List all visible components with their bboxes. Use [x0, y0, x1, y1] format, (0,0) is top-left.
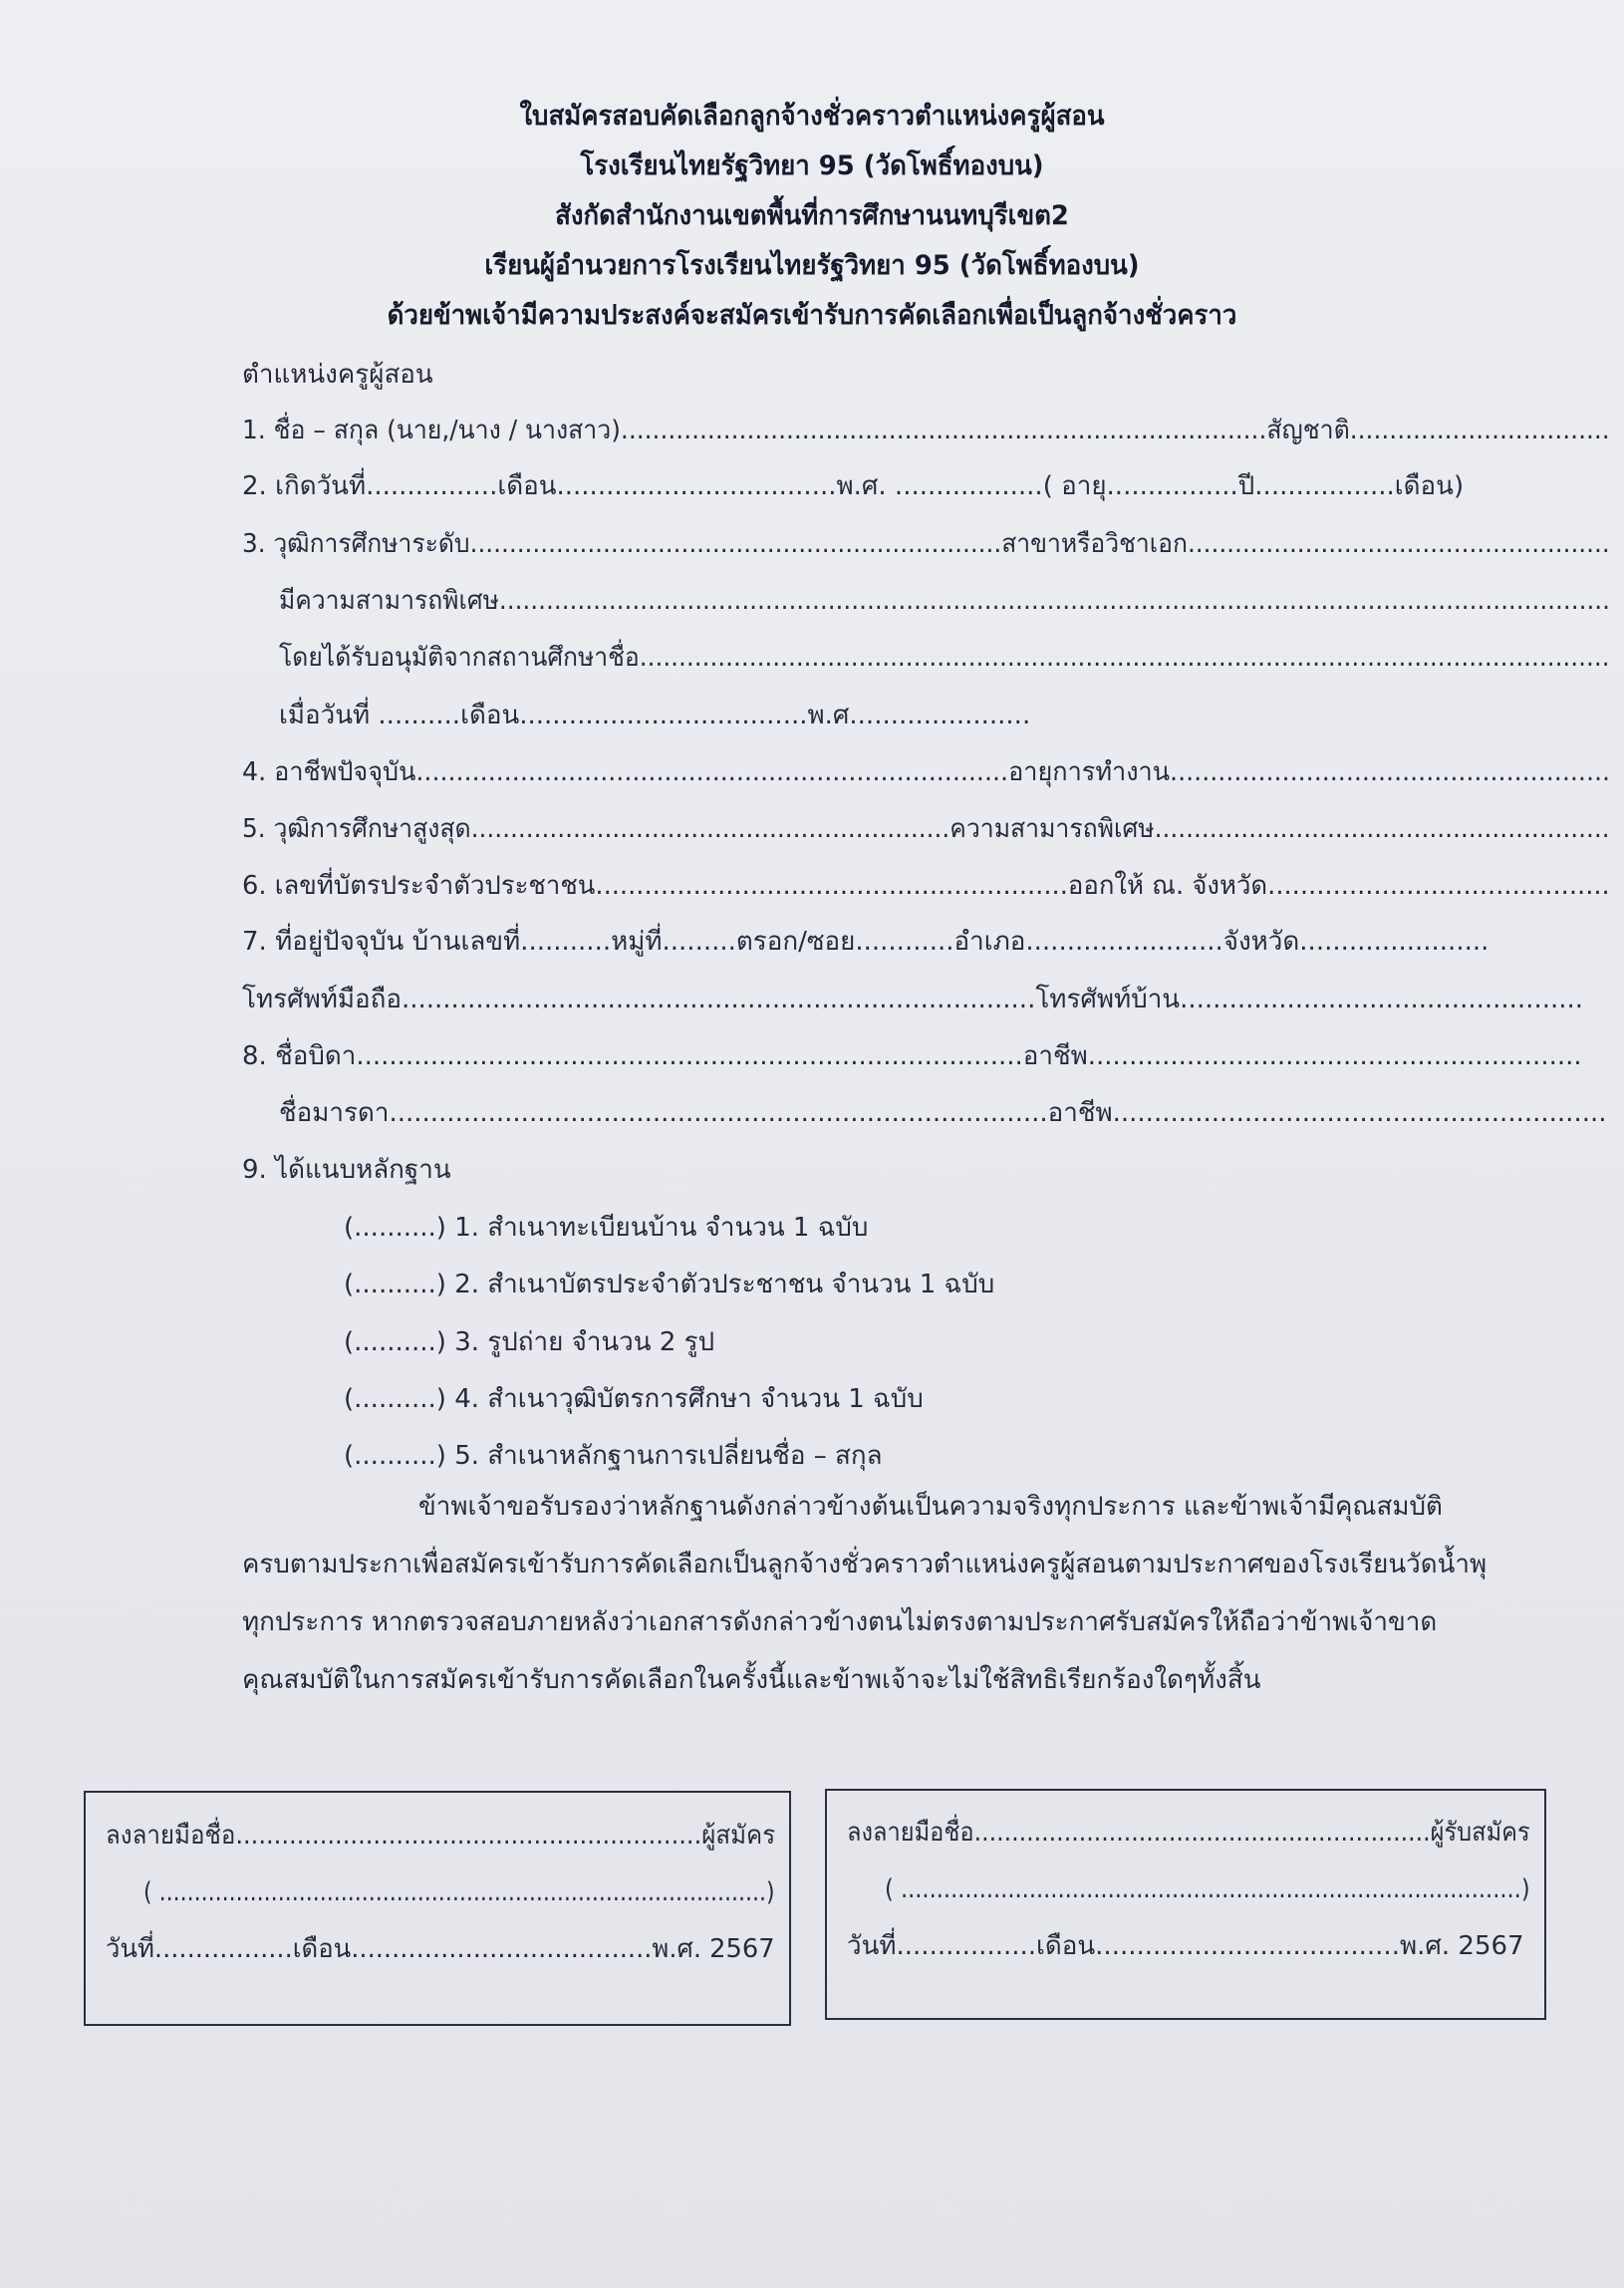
addressee-line: เรียนผู้อำนวยการโรงเรียนไทยรัฐวิทยา 95 (วัดโพธิ์ทองบน): [484, 250, 1140, 281]
applicant-printed-name: ( .......................................................................................): [143, 1877, 775, 1907]
position-label: ตำแหน่งครูผู้สอน: [242, 360, 433, 390]
receiver-signature-box: [825, 1789, 1546, 2020]
declaration-line: คุณสมบัติในการสมัครเข้ารับการคัดเลือกในครั้งนี้และข้าพเจ้าจะไม่ใช้สิทธิเรียกร้องใดๆทั้งสิ้น: [242, 1665, 1261, 1695]
field-occupation: 4. อาชีพปัจจุบัน..........................................................................อายุการทำงาน.......................................................: [242, 757, 1611, 787]
field-birthdate-age: 2. เกิดวันที่................เดือน..................................พ.ศ. ..................( อายุ................ปี.................เดือน): [242, 471, 1465, 501]
field-special-ability: มีความสามารถพิเศษ..............................................................................................................................................: [279, 586, 1611, 616]
declaration-line: ข้าพเจ้าขอรับรองว่าหลักฐานดังกล่าวข้างต้นเป็นความจริงทุกประการ และข้าพเจ้ามีคุณสมบัติ: [418, 1492, 1443, 1522]
form-title: ใบสมัครสอบคัดเลือกลูกจ้างชั่วคราวตำแหน่งครูผู้สอน: [519, 101, 1105, 132]
receiver-printed-name: ( .......................................................................................): [885, 1874, 1530, 1904]
field-name-nationality: 1. ชื่อ – สกุล (นาย,/นาง / นางสาว)..................................................................................สัญชาติ.................................: [242, 416, 1610, 445]
school-name: โรงเรียนไทยรัฐวิทยา 95 (วัดโพธิ์ทองบน): [580, 150, 1044, 181]
office-affiliation: สังกัดสำนักงานเขตพื้นที่การศึกษานนทบุรีเขต2: [555, 200, 1069, 231]
field-graduation-date: เมื่อวันที่ ..........เดือน...................................พ.ศ......................: [279, 701, 1031, 730]
field-phone: โทรศัพท์มือถือ.............................................................................โทรศัพท์บ้าน.................................................: [242, 985, 1584, 1014]
applicant-date-line: วันที่.................เดือน.....................................พ.ศ. 2567: [106, 1934, 775, 1964]
attachment-item: (..........) 2. สำเนาบัตรประจำตัวประชาชน จำนวน 1 ฉบับ: [344, 1270, 995, 1299]
attachment-item: (..........) 5. สำเนาหลักฐานการเปลี่ยนชื่อ – สกุล: [344, 1441, 883, 1471]
field-id-card: 6. เลขที่บัตรประจำตัวประชาชน..........................................................ออกให้ ณ. จังหวัด..........................................: [242, 871, 1610, 901]
field-attachments-heading: 9. ได้แนบหลักฐาน: [242, 1155, 451, 1185]
field-education-major: 3. วุฒิการศึกษาระดับ....................................................................สาขาหรือวิชาเอก......................................................: [242, 529, 1610, 559]
declaration-line: ครบตามประกาเพื่อสมัครเข้ารับการคัดเลือกเป็นลูกจ้างชั่วคราวตำแหน่งครูผู้สอนตามประกาศของโรงเรียนวัดน้ำพุ: [242, 1550, 1488, 1579]
attachment-item: (..........) 4. สำเนาวุฒิบัตรการศึกษา จำนวน 1 ฉบับ: [344, 1384, 924, 1414]
receiver-signature-line: ลงลายมือชื่อ.............................................................ผู้รับสมัคร: [847, 1818, 1530, 1848]
attachment-item: (..........) 1. สำเนาทะเบียนบ้าน จำนวน 1 ฉบับ: [344, 1213, 869, 1243]
field-institution: โดยได้รับอนุมัติจากสถานศึกษาชื่อ............................................................................................................................: [279, 643, 1610, 673]
field-father: 8. ชื่อบิดา.................................................................................อาชีพ............................................................: [242, 1041, 1582, 1071]
field-address: 7. ที่อยู่ปัจจุบัน บ้านเลขที่...........หมู่ที่.........ตรอก/ซอย............อำเภอ........................จังหวัด.......................: [242, 927, 1489, 957]
applicant-signature-box: [84, 1791, 791, 2026]
intent-line: ด้วยข้าพเจ้ามีความประสงค์จะสมัครเข้ารับการคัดเลือกเพื่อเป็นลูกจ้างชั่วคราว: [387, 300, 1237, 331]
field-mother: ชื่อมารดา................................................................................อาชีพ............................................................: [279, 1098, 1607, 1128]
receiver-date-line: วันที่.................เดือน.....................................พ.ศ. 2567: [847, 1931, 1524, 1961]
field-highest-education: 5. วุฒิการศึกษาสูงสุด.............................................................ความสามารถพิเศษ..........................................................: [242, 814, 1610, 844]
form-title-block: [0, 92, 1624, 341]
applicant-signature-line: ลงลายมือชื่อ.............................................................ผู้สมัคร: [106, 1821, 776, 1851]
attachment-item: (..........) 3. รูปถ่าย จำนวน 2 รูป: [344, 1327, 715, 1357]
declaration-line: ทุกประการ หากตรวจสอบภายหลังว่าเอกสารดังกล่าวข้างตนไม่ตรงตามประกาศรับสมัครให้ถือว่าข้าพเจ้าขาด: [242, 1607, 1438, 1637]
